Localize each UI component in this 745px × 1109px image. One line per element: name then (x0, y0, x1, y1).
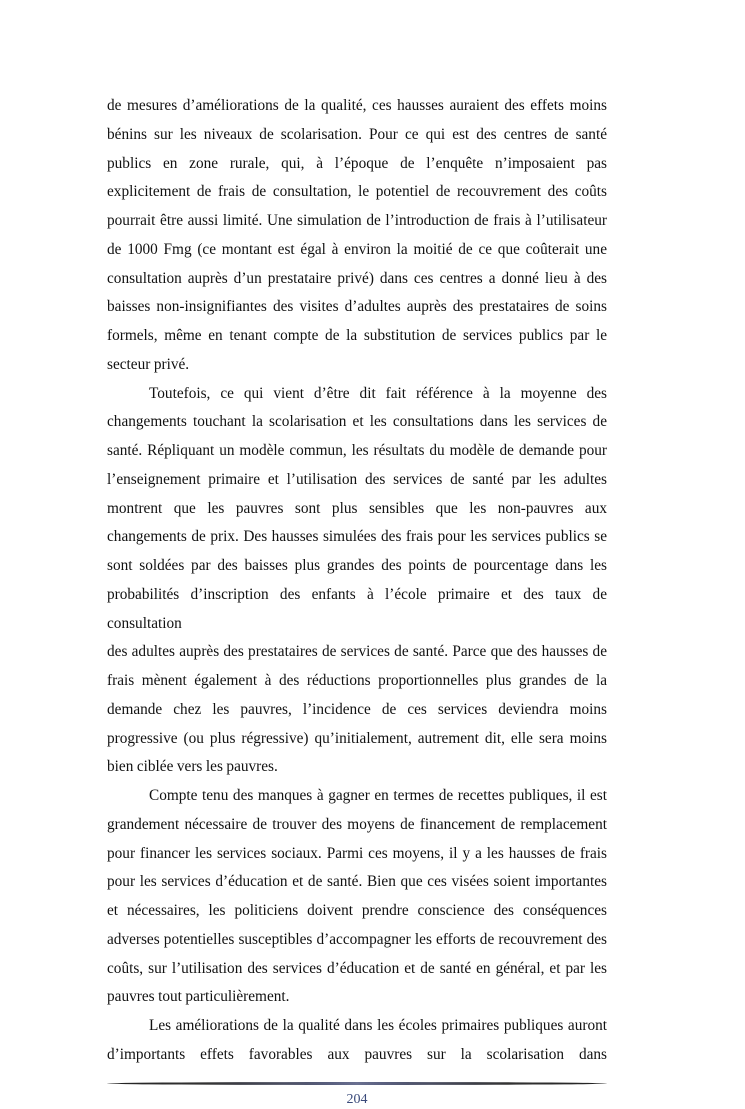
text-line: coûts, sur l’utilisation des services d’éducation et de santé en général, et par les (107, 959, 607, 977)
paragraph (107, 782, 607, 1012)
text-line: explicitement de frais de consultation, le potentiel de recouvrement des coûts (107, 183, 607, 201)
text-line: des adultes auprès des prestataires de services de santé. Parce que des hausses de (107, 643, 607, 661)
text-line: de 1000 Fmg (ce montant est égal à environ la moitié de ce que coûterait une (107, 240, 607, 258)
text-line: bien ciblée vers les pauvres. (107, 758, 278, 776)
body-text (107, 92, 607, 1070)
text-line: progressive (ou plus régressive) qu’initialement, autrement dit, elle sera moins (107, 729, 607, 747)
text-line: publics en zone rurale, qui, à l’époque de l’enquête n’imposaient pas (107, 154, 607, 172)
text-line: Toutefois, ce qui vient d’être dit fait référence à la moyenne des (149, 384, 607, 402)
paragraph (107, 1012, 607, 1070)
text-line: changements touchant la scolarisation et les consultations dans les services de (107, 413, 607, 431)
text-line: pourrait être aussi limité. Une simulation de l’introduction de frais à l’utilisateur (107, 212, 607, 229)
footer-divider (107, 1082, 607, 1085)
text-line: Compte tenu des manques à gagner en termes de recettes publiques, il est (149, 787, 607, 804)
text-line: d’importants effets favorables aux pauvres sur la scolarisation dans (107, 1045, 607, 1063)
paragraph (107, 380, 607, 783)
text-line: sont soldées par des baisses plus grandes des points de pourcentage dans les (107, 557, 607, 574)
page-number: 204 (346, 1091, 368, 1107)
text-line: frais mènent également à des réductions proportionnelles plus grandes de la (107, 672, 607, 689)
text-line: bénins sur les niveaux de scolarisation. Pour ce qui est des centres de santé (107, 125, 607, 143)
text-line: baisses non-insignifiantes des visites d’adultes auprès des prestataires de soins (107, 298, 607, 316)
text-line: demande chez les pauvres, l’incidence de ces services deviendra moins (107, 700, 607, 718)
text-line: santé. Répliquant un modèle commun, les résultats du modèle de demande pour (107, 442, 607, 459)
text-line: de mesures d’améliorations de la qualité, ces hausses auraient des effets moins (107, 97, 607, 114)
text-line: pour financer les services sociaux. Parmi ces moyens, il y a les hausses de frais (107, 844, 607, 862)
text-line: pauvres tout particulièrement. (107, 988, 290, 1006)
text-line: montrent que les pauvres sont plus sensibles que les non-pauvres aux (107, 499, 607, 517)
text-line: l’enseignement primaire et l’utilisation des services de santé par les adultes (107, 470, 607, 488)
text-line: grandement nécessaire de trouver des moyens de financement de remplacement (107, 815, 607, 833)
text-line: adverses potentielles susceptibles d’accompagner les efforts de recouvrement des (107, 930, 607, 948)
paragraph (107, 92, 607, 380)
text-line: consultation auprès d’un prestataire privé) dans ces centres a donné lieu à des (107, 269, 607, 287)
text-line: pour les services d’éducation et de santé. Bien que ces visées soient importantes (107, 873, 607, 891)
text-line: formels, même en tenant compte de la substitution de services publics par le (107, 327, 607, 344)
text-line: et nécessaires, les politiciens doivent prendre conscience des conséquences (107, 902, 607, 919)
text-line: probabilités d’inscription des enfants à l’école primaire et des taux de consultation (107, 585, 607, 632)
text-line: Les améliorations de la qualité dans les écoles primaires publiques auront (149, 1017, 607, 1034)
text-line: secteur privé. (107, 355, 190, 373)
text-line: changements de prix. Des hausses simulées des frais pour les services publics se (107, 528, 607, 546)
